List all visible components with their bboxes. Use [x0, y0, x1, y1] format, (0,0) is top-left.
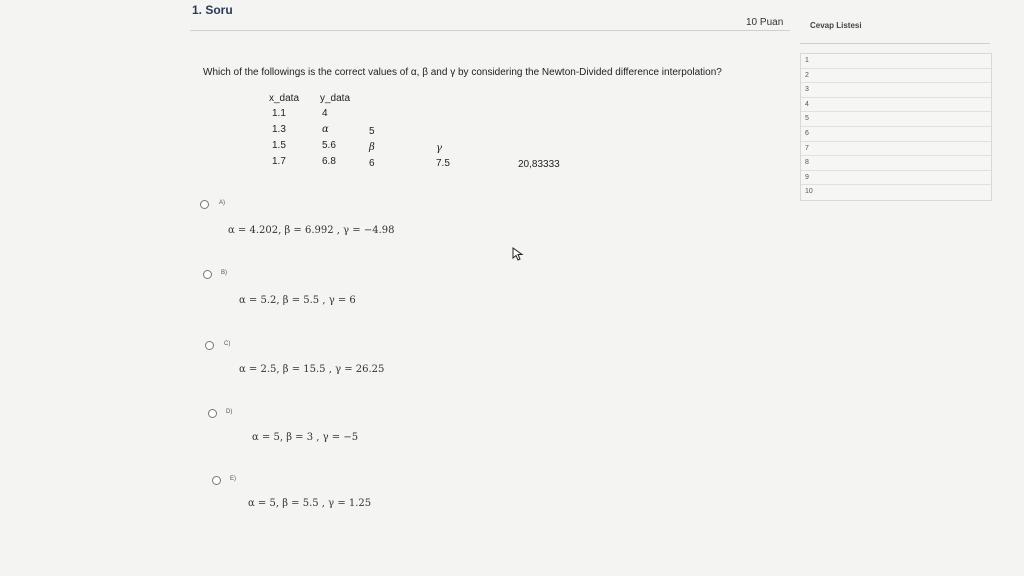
answer-list-title: Cevap Listesi	[810, 21, 862, 30]
points-label: 10 Puan	[746, 17, 784, 28]
table-col3-value: 5	[369, 126, 375, 137]
table-header-x: x_data	[269, 93, 300, 104]
question-title: 1. Soru	[192, 3, 233, 17]
answer-list-item-9[interactable]: 9	[801, 171, 991, 186]
option-b-text[interactable]: α = 5.2, β = 5.5 , γ = 6	[239, 295, 356, 306]
question-text: Which of the followings is the correct values of α, β and γ by considering the Newton-Divided difference interpolation?	[203, 67, 722, 78]
option-e-text[interactable]: α = 5, β = 5.5 , γ = 1.25	[248, 498, 372, 509]
option-e-letter: E)	[230, 476, 236, 482]
answer-list	[800, 53, 992, 201]
option-a-text[interactable]: α = 4.202, β = 6.992 , γ = −4.98	[228, 225, 395, 236]
table-col4-value: 7.5	[436, 158, 450, 169]
table-col4-value: γ	[436, 143, 442, 154]
table-x-value: 1.3	[272, 124, 286, 135]
table-x-value: 1.7	[272, 156, 286, 167]
table-y-value: α	[322, 124, 329, 135]
answer-list-item-7[interactable]: 7	[801, 142, 991, 157]
table-x-value: 1.1	[272, 108, 286, 119]
answer-list-item-5[interactable]: 5	[801, 112, 991, 127]
option-c-radio[interactable]	[205, 341, 214, 350]
mouse-pointer-icon	[512, 247, 524, 261]
table-header-y: y_data	[320, 93, 351, 104]
answer-list-item-3[interactable]: 3	[801, 83, 991, 98]
option-d-letter: D)	[226, 409, 233, 415]
option-d-radio[interactable]	[208, 409, 217, 418]
option-a-radio[interactable]	[200, 200, 209, 209]
question-divider	[190, 30, 790, 31]
option-c-text[interactable]: α = 2.5, β = 15.5 , γ = 26.25	[239, 364, 385, 375]
option-b-letter: B)	[221, 270, 227, 276]
option-b-radio[interactable]	[203, 270, 212, 279]
table-col3-value: 6	[369, 158, 375, 169]
answer-list-item-4[interactable]: 4	[801, 98, 991, 113]
option-c-letter: C)	[224, 341, 231, 347]
table-x-value: 1.5	[272, 140, 286, 151]
table-y-value: 6.8	[322, 156, 336, 167]
table-y-value: 4	[322, 108, 328, 119]
table-col3-value: β	[369, 142, 375, 153]
option-d-text[interactable]: α = 5, β = 3 , γ = −5	[252, 432, 359, 443]
table-y-value: 5.6	[322, 140, 336, 151]
table-col5-value: 20,83333	[518, 159, 560, 170]
answer-list-divider	[800, 43, 990, 44]
answer-list-item-6[interactable]: 6	[801, 127, 991, 142]
answer-list-item-8[interactable]: 8	[801, 156, 991, 171]
answer-list-item-1[interactable]: 1	[801, 54, 991, 69]
answer-list-item-2[interactable]: 2	[801, 69, 991, 84]
option-e-radio[interactable]	[212, 476, 221, 485]
answer-list-item-10[interactable]: 10	[805, 188, 813, 196]
option-a-letter: A)	[219, 200, 225, 206]
